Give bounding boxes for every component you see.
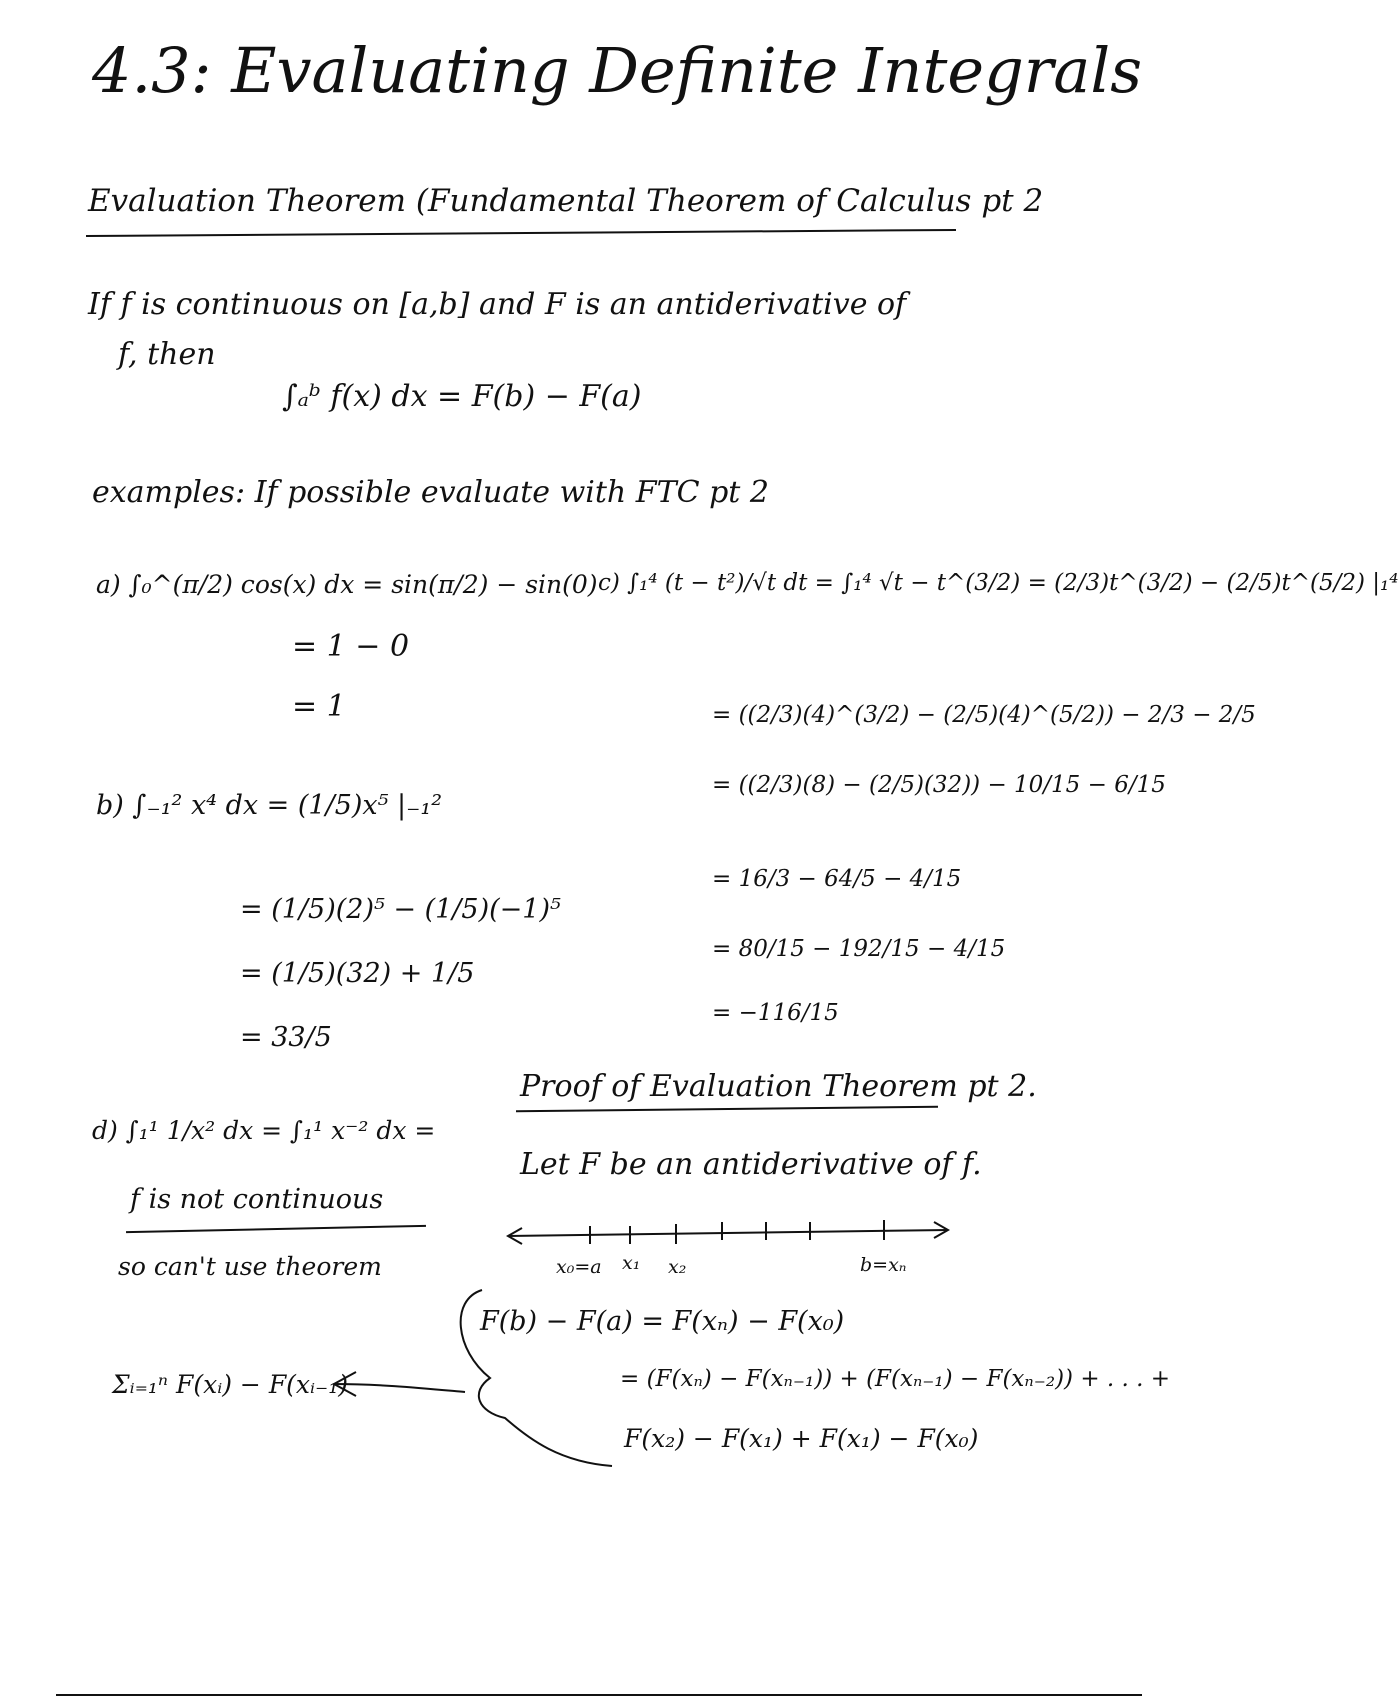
proof-eq-1: F(b) − F(a) = F(xₙ) − F(x₀) [480,1306,845,1337]
page-bottom-rule [56,1694,1142,1696]
axis-label-x0: x₀=a [556,1256,602,1278]
theorem-formula: ∫ₐᵇ f(x) dx = F(b) − F(a) [282,379,642,414]
example-c-line-1: c) ∫₁⁴ (t − t²)/√t dt = ∫₁⁴ √t − t^(3/2) = (2/3)t^(3/2) − (2/5)t^(5/2) |₁⁴ [598,570,1398,596]
example-a-line-2: = 1 − 0 [292,629,410,664]
example-c-line-3: = ((2/3)(8) − (2/5)(32)) − 10/15 − 6/15 [712,772,1166,798]
proof-eq-3: F(x₂) − F(x₁) + F(x₁) − F(x₀) [624,1424,979,1453]
axis-label-x1: x₁ [622,1252,641,1274]
example-a-line-1: a) ∫₀^(π/2) cos(x) dx = sin(π/2) − sin(0) [96,570,598,599]
telescoping-sum: Σᵢ₌₁ⁿ F(xᵢ) − F(xᵢ₋₁) [112,1370,349,1399]
example-c-line-6: = −116/15 [712,1000,839,1026]
example-a-line-3: = 1 [292,689,346,724]
example-d-line-2: f is not continuous [130,1184,384,1215]
examples-heading: examples: If possible evaluate with FTC pt 2 [92,475,769,510]
example-d-line-3: so can't use theorem [118,1252,382,1281]
example-d-line-1: d) ∫₁¹ 1/x² dx = ∫₁¹ x⁻² dx = [92,1116,436,1145]
example-c-line-4: = 16/3 − 64/5 − 4/15 [712,866,962,892]
proof-eq-2: = (F(xₙ) − F(xₙ₋₁)) + (F(xₙ₋₁) − F(xₙ₋₂)) + . . . + [620,1366,1171,1392]
proof-heading: Proof of Evaluation Theorem pt 2. [520,1069,1037,1104]
example-c-line-5: = 80/15 − 192/15 − 4/15 [712,936,1006,962]
axis-label-xn: b=xₙ [860,1254,907,1276]
theorem-line-2: f, then [118,337,216,372]
example-b-line-4: = 33/5 [240,1022,332,1053]
section-subtitle: Evaluation Theorem (Fundamental Theorem of Calculus pt 2 [88,183,1044,219]
example-c-line-2: = ((2/3)(4)^(3/2) − (2/5)(4)^(5/2)) − 2/3 − 2/5 [712,702,1256,728]
example-b-line-3: = (1/5)(32) + 1/5 [240,958,475,989]
page-title: 4.3: Evaluating Definite Integrals [92,34,1143,107]
example-b-line-2: = (1/5)(2)⁵ − (1/5)(−1)⁵ [240,894,561,925]
axis-label-x2: x₂ [668,1256,687,1278]
example-b-line-1: b) ∫₋₁² x⁴ dx = (1/5)x⁵ |₋₁² [96,790,443,821]
proof-line-1: Let F be an antiderivative of f. [520,1147,982,1182]
theorem-line-1: If f is continuous on [a,b] and F is an antiderivative of [88,287,907,322]
